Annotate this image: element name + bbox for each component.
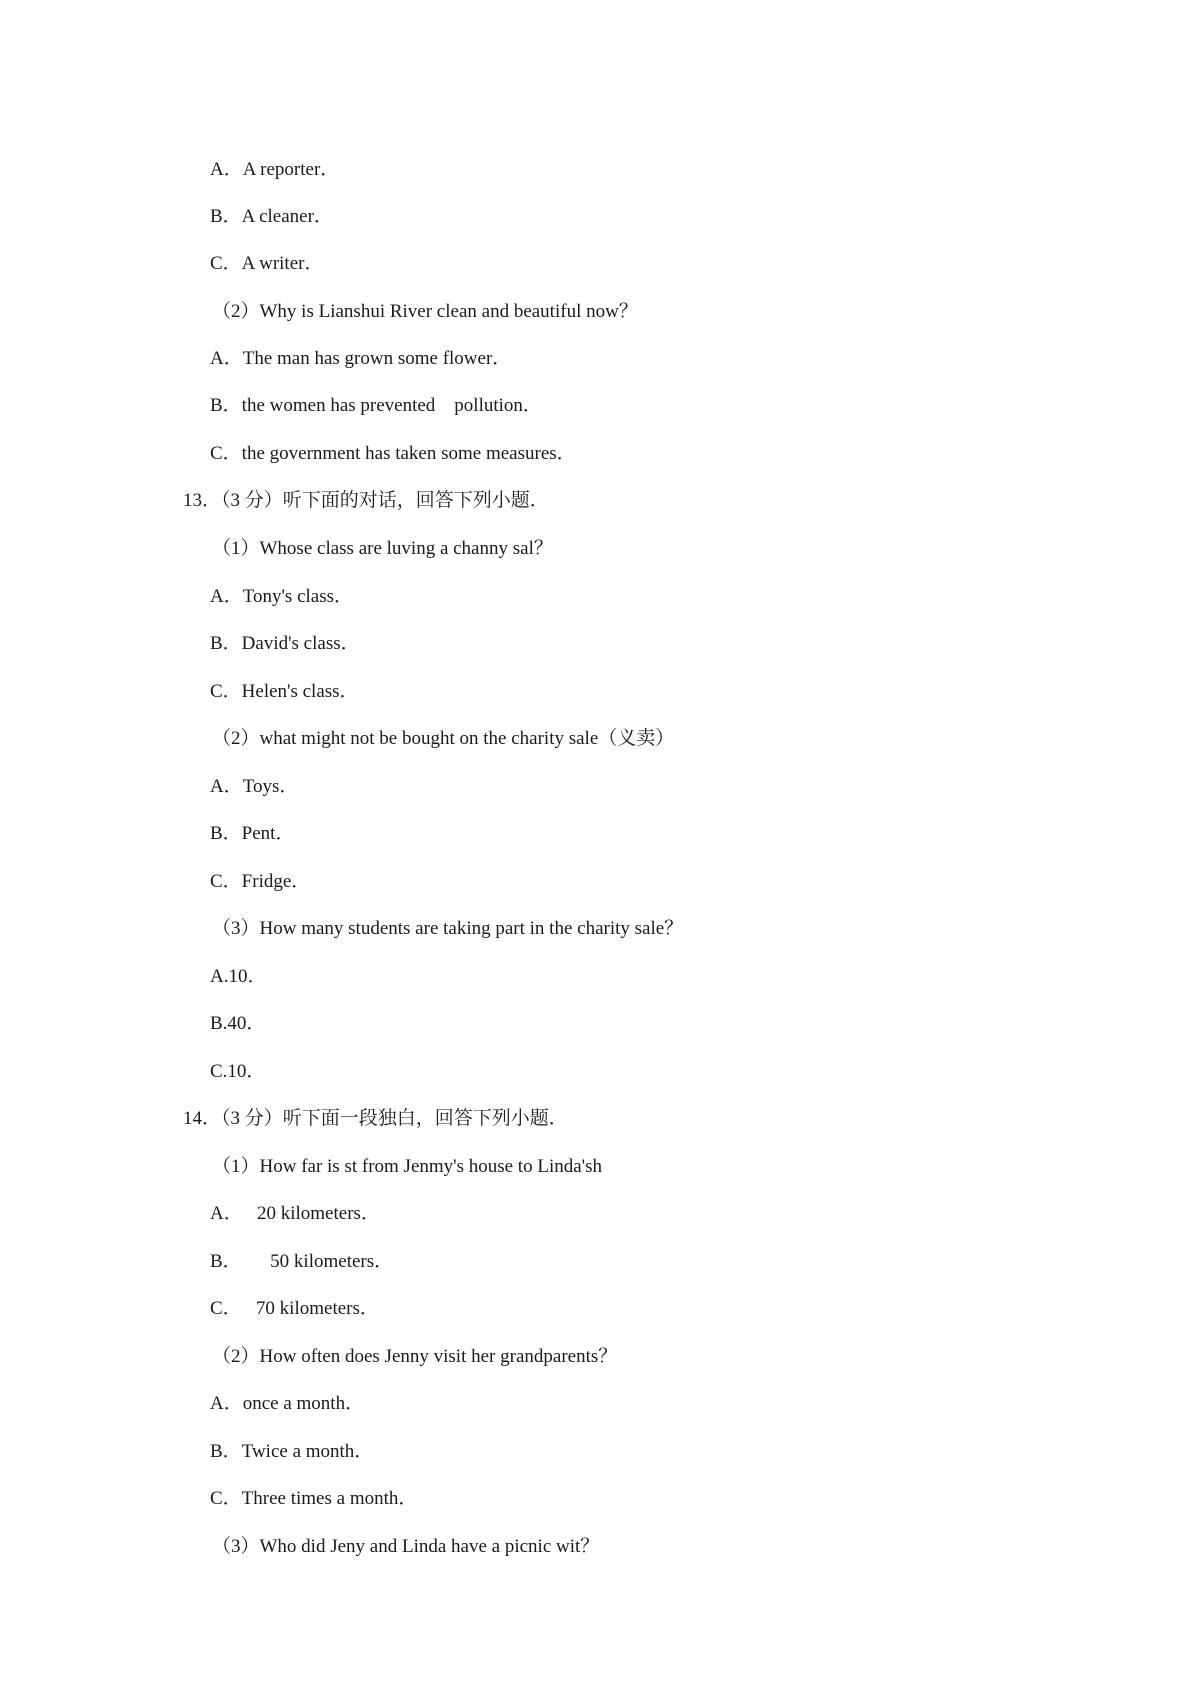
option-b-40: B.40． xyxy=(210,1013,266,1034)
option-c-writer: C．A writer． xyxy=(210,253,324,274)
option-c-fridge: C．Fridge． xyxy=(210,871,311,892)
option-b-david: B．David's class． xyxy=(210,633,360,654)
option-a-toys: A．Toys． xyxy=(210,776,299,797)
question-14-3: （3）Who did Jeny and Linda have a picnic wit？ xyxy=(212,1536,600,1557)
option-c-70km: C． 70 kilometers． xyxy=(210,1298,379,1319)
option-a-flower: A．The man has grown some flower． xyxy=(210,348,512,369)
option-b-50km: B． 50 kilometers． xyxy=(210,1251,394,1272)
option-a-once: A．once a month． xyxy=(210,1393,365,1414)
option-a-reporter: A．A reporter． xyxy=(210,159,340,180)
question-13-1: （1）Whose class are luving a channy sal？ xyxy=(212,538,553,559)
option-c-helen: C．Helen's class． xyxy=(210,681,359,702)
option-b-cleaner: B．A cleaner． xyxy=(210,206,333,227)
option-b-twice: B．Twice a month． xyxy=(210,1441,374,1462)
question-13-3: （3）How many students are taking part in the charity sale？ xyxy=(212,918,684,939)
option-c-measures: C．the government has taken some measures． xyxy=(210,443,576,464)
option-a-20km: A． 20 kilometers． xyxy=(210,1203,380,1224)
option-b-pollution: B．the women has prevented pollution． xyxy=(210,395,542,416)
question-14-heading: 14．（3 分）听下面一段独白，回答下列小题． xyxy=(183,1108,568,1129)
option-b-pent: B．Pent． xyxy=(210,823,295,844)
option-c-three-times: C．Three times a month． xyxy=(210,1488,418,1509)
question-13-heading: 13．（3 分）听下面的对话，回答下列小题． xyxy=(183,490,549,511)
question-14-1: （1）How far is st from Jenmy's house to Linda'sh xyxy=(212,1156,602,1177)
option-a-tony: A．Tony's class． xyxy=(210,586,354,607)
question-12-2: （2）Why is Lianshui River clean and beautiful now？ xyxy=(212,301,638,322)
option-c-10: C.10． xyxy=(210,1061,266,1082)
question-13-2: （2）what might not be bought on the charity sale（义卖） xyxy=(212,728,675,749)
option-a-10: A.10． xyxy=(210,966,267,987)
question-14-2: （2）How often does Jenny visit her grandparents？ xyxy=(212,1346,618,1367)
